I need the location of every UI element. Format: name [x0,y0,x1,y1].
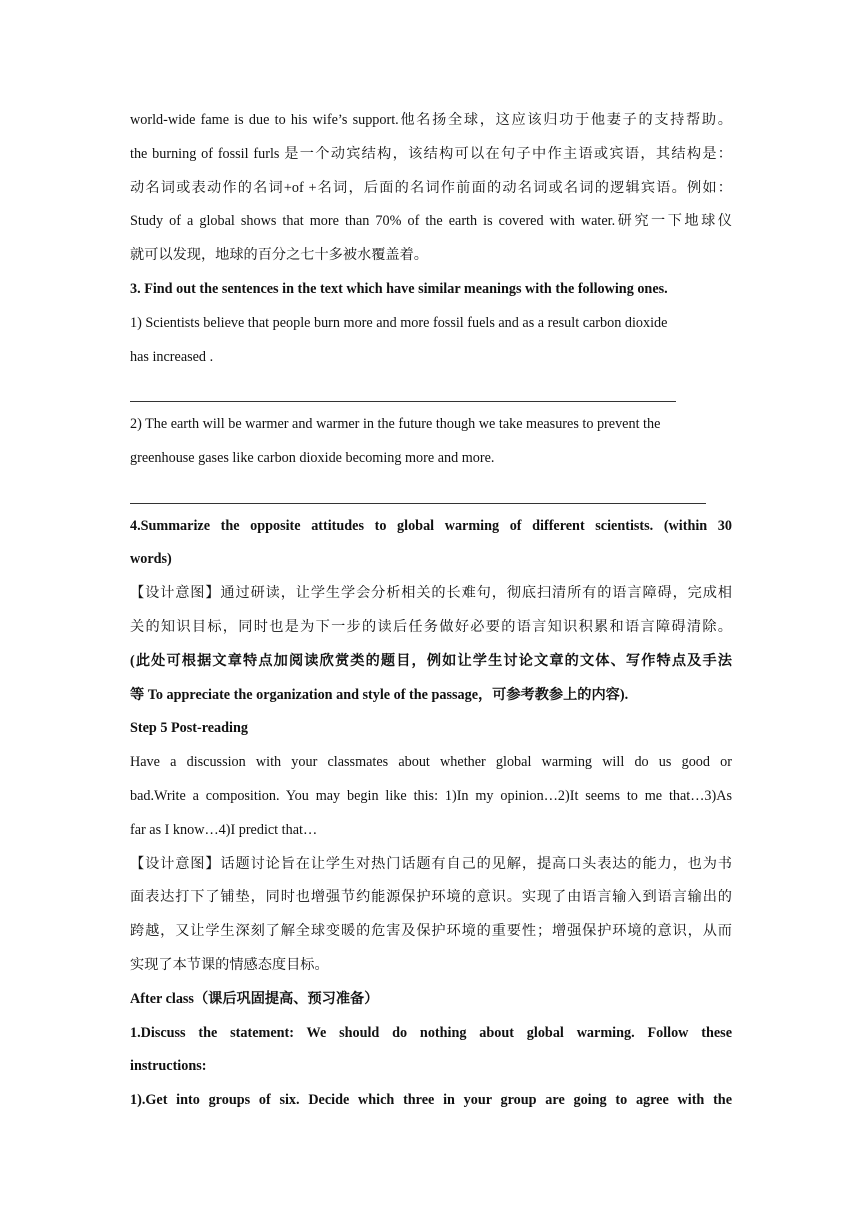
task-line: 1.Discuss the statement: We should do nothing about global warming. Follow these [130,1024,732,1041]
design-intent-line: 实现了本节课的情感态度目标。 [130,956,329,973]
note-line: (此处可根据文章特点加阅读欣赏类的题目，例如让学生讨论文章的文体、写作特点及手法 [130,652,732,669]
text-line: Study of a global shows that more than 70% of the earth is covered with water.研究一下地球仪 [130,213,732,230]
answer-blank-line [130,476,732,510]
step-heading: Step 5 Post-reading [130,720,248,737]
text-line: has increased . [130,348,214,365]
text-line: far as I know…4)I predict that… [130,821,318,838]
text-line: 动名词或表动作的名词+of +名词，后面的名词作前面的动名词或名词的逻辑宾语。例如： [130,179,732,196]
text-line: world-wide fame is due to his wife’s support.他名扬全球，这应该归功于他妻子的支持帮助。 [130,112,732,128]
answer-blank-line [130,374,732,408]
text-line: Have a discussion with your classmates about whether global warming will do us good or [130,754,732,771]
section-heading: After class（课后巩固提高、预习准备） [130,990,379,1007]
document-page [130,104,732,1118]
question-heading: 3. Find out the sentences in the text which have similar meanings with the following ones. [130,280,668,297]
text-line: bad.Write a composition. You may begin like this: 1)In my opinion…2)It seems to me that…3)As [130,787,732,804]
design-intent-line: 【设计意图】通过研读，让学生学会分析相关的长难句，彻底扫清所有的语言障碍，完成相 [130,585,732,602]
task-line: 1).Get into groups of six. Decide which three in your group are going to agree with the [130,1092,732,1109]
design-intent-line: 【设计意图】话题讨论旨在让学生对热门话题有自己的见解，提高口头表达的能力，也为书 [130,855,732,872]
task-line: instructions: [130,1058,207,1075]
text-line: greenhouse gases like carbon dioxide becoming more and more. [130,449,495,466]
question-heading: 4.Summarize the opposite attitudes to global warming of different scientists. (within 30 [130,517,732,534]
design-intent-line: 面表达打下了铺垫，同时也增强节约能源保护环境的意识。实现了由语言输入到语言输出的 [130,889,732,906]
note-line: 等 To appreciate the organization and style of the passage，可参考教参上的内容). [130,686,629,703]
text-line: the burning of fossil furls 是一个动宾结构，该结构可以在句子中作主语或宾语，其结构是： [130,145,732,162]
question-heading: words) [130,551,172,568]
text-line: 就可以发现，地球的百分之七十多被水覆盖着。 [130,247,428,264]
design-intent-line: 关的知识目标，同时也是为下一步的读后任务做好必要的语言知识积累和语言障碍清除。 [130,618,732,635]
text-line: 2) The earth will be warmer and warmer in the future though we take measures to prevent the [130,416,661,433]
design-intent-line: 跨越，又让学生深刻了解全球变暖的危害及保护环境的重要性；增强保护环境的意识，从而 [130,923,732,940]
text-line: 1) Scientists believe that people burn more and more fossil fuels and as a result carbon dioxide [130,314,668,331]
